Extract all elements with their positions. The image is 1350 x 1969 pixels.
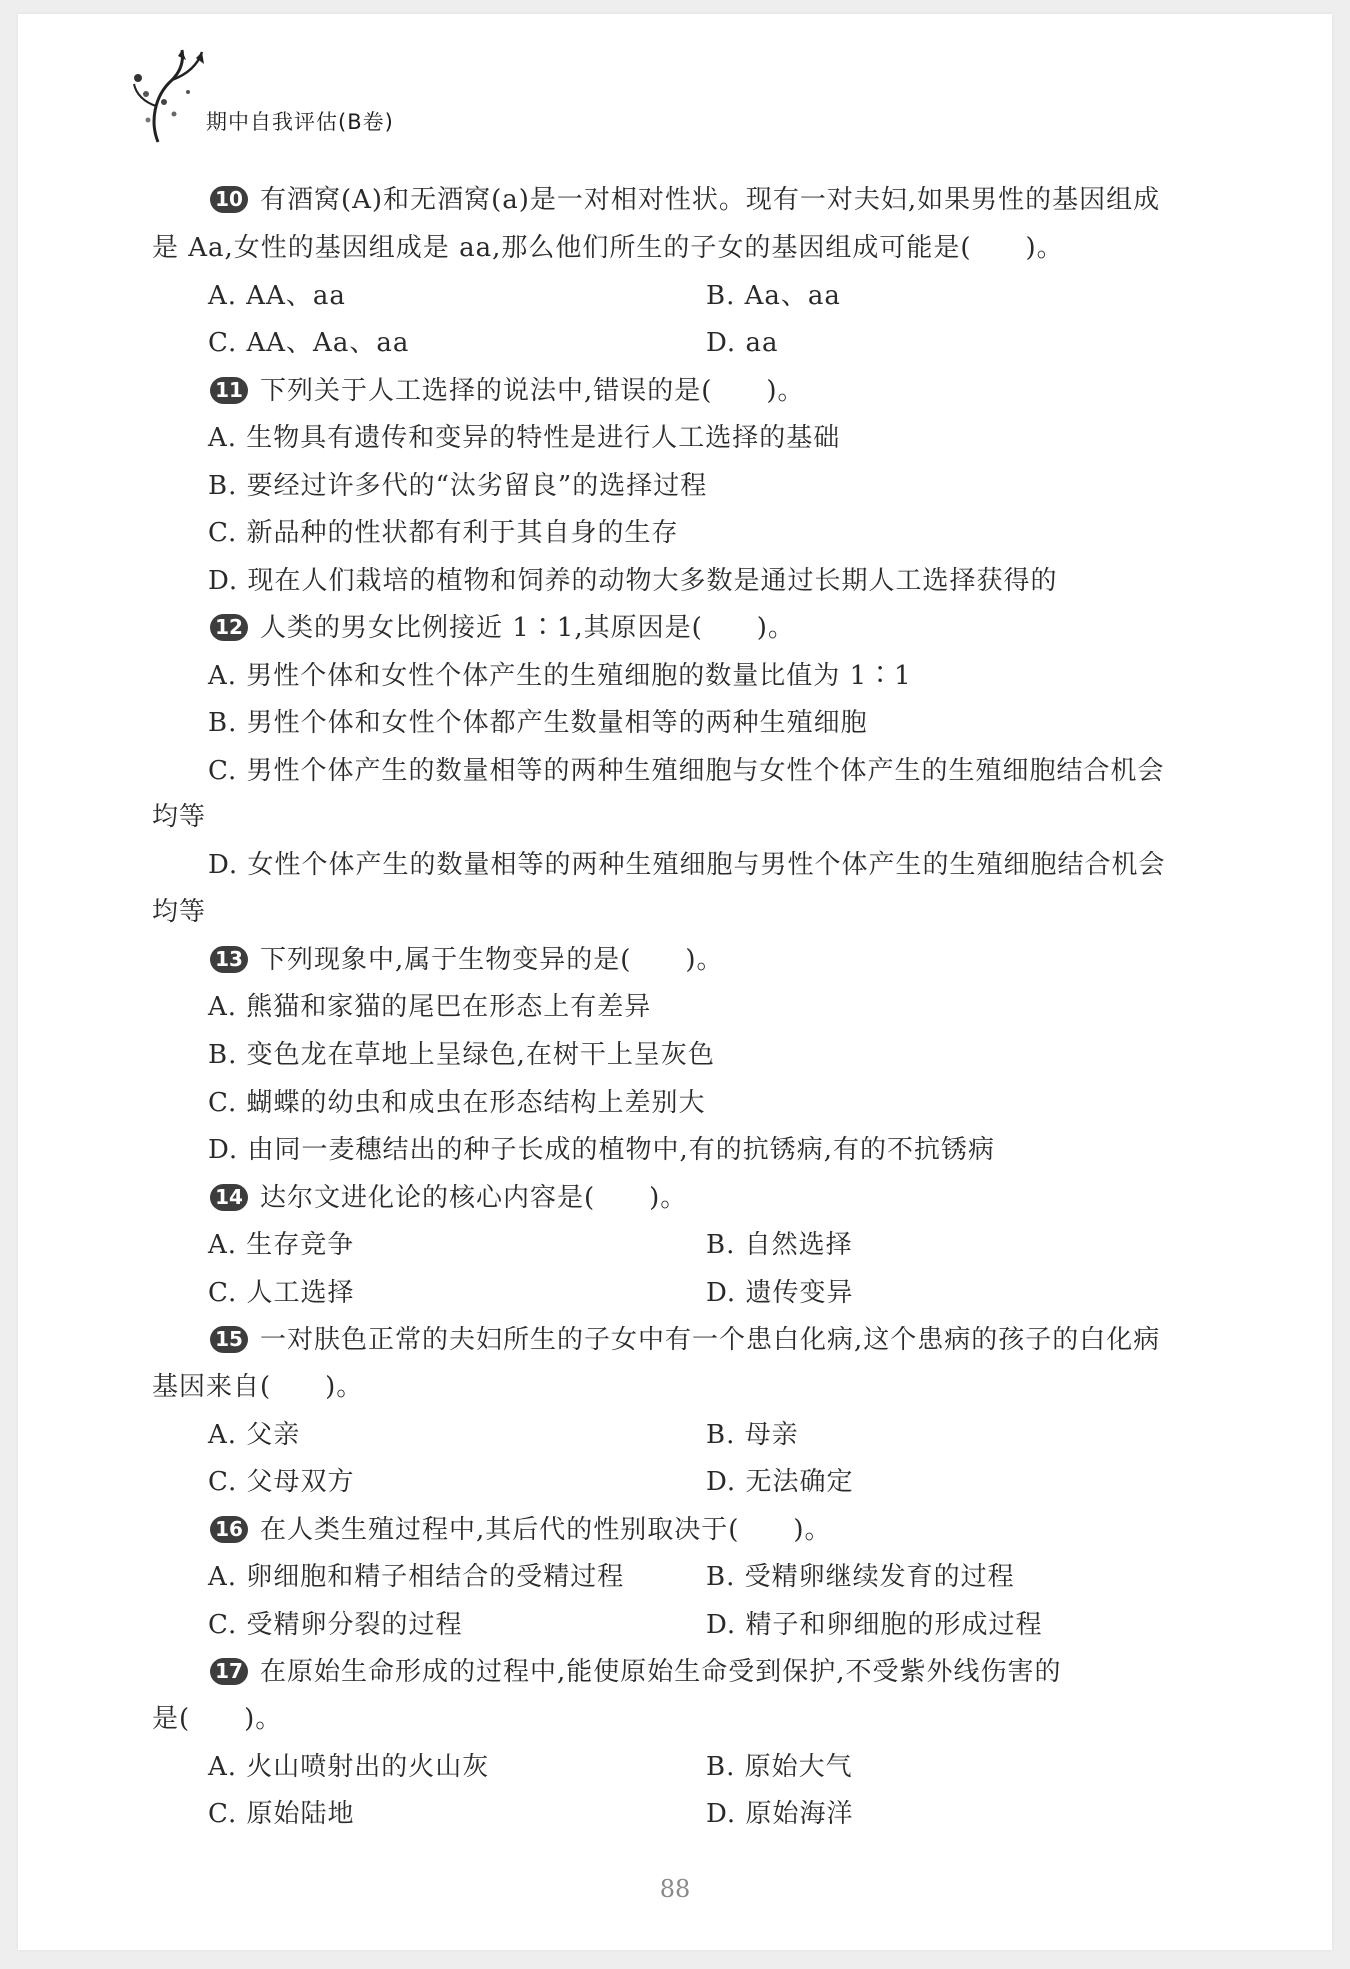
option-item: D. aa — [706, 328, 779, 358]
option-item: A. 熊猫和家猫的尾巴在形态上有差异 — [208, 992, 652, 1022]
option-item: D. 现在人们栽培的植物和饲养的动物大多数是通过长期人工选择获得的 — [208, 566, 1058, 596]
question-number-badge: 11 — [210, 377, 248, 404]
question-text: 达尔文进化论的核心内容是( )。 — [260, 1183, 688, 1213]
question-text: 人类的男女比例接近 1∶1,其原因是( )。 — [260, 613, 795, 643]
question-text-continued: 是( )。 — [152, 1704, 283, 1734]
option-item: B. Aa、aa — [706, 281, 841, 311]
option-item: C. AA、Aa、aa — [208, 328, 410, 358]
option-item: C. 新品种的性状都有利于其自身的生存 — [208, 518, 679, 548]
decorative-flourish-icon — [128, 44, 212, 148]
page-number: 88 — [659, 1875, 691, 1903]
question-text-continued: 基因来自( )。 — [152, 1372, 364, 1402]
question-text: 一对肤色正常的夫妇所生的子女中有一个患白化病,这个患病的孩子的白化病 — [260, 1325, 1161, 1355]
option-item: B. 母亲 — [706, 1420, 799, 1450]
option-item: C. 蝴蝶的幼虫和成虫在形态结构上差别大 — [208, 1088, 706, 1118]
option-item: A. AA、aa — [208, 281, 346, 311]
option-item: C. 父母双方 — [208, 1467, 355, 1497]
option-item: D. 精子和卵细胞的形成过程 — [706, 1610, 1043, 1640]
question-12-stem — [210, 611, 795, 645]
question-11-stem — [210, 374, 805, 408]
option-item: D. 女性个体产生的数量相等的两种生殖细胞与男性个体产生的生殖细胞结合机会 — [208, 850, 1166, 880]
option-item: A. 生物具有遗传和变异的特性是进行人工选择的基础 — [208, 423, 841, 453]
option-item: A. 火山喷射出的火山灰 — [208, 1752, 490, 1782]
question-number-badge: 12 — [210, 614, 248, 641]
option-item: D. 遗传变异 — [706, 1278, 854, 1308]
question-number-badge: 14 — [210, 1184, 248, 1211]
question-13-stem — [210, 943, 724, 977]
option-item: B. 原始大气 — [706, 1752, 853, 1782]
option-item-continued: 均等 — [152, 897, 207, 927]
question-number-badge: 13 — [210, 946, 248, 973]
option-item: B. 要经过许多代的“汰劣留良”的选择过程 — [208, 471, 708, 501]
option-item: C. 男性个体产生的数量相等的两种生殖细胞与女性个体产生的生殖细胞结合机会 — [208, 756, 1165, 786]
question-17-stem — [210, 1655, 1062, 1689]
option-item: B. 自然选择 — [706, 1230, 853, 1260]
question-text: 下列关于人工选择的说法中,错误的是( )。 — [260, 376, 805, 406]
question-number-badge: 15 — [210, 1326, 248, 1353]
option-item: A. 卵细胞和精子相结合的受精过程 — [208, 1562, 625, 1592]
option-item: A. 生存竞争 — [208, 1230, 355, 1260]
question-14-stem — [210, 1181, 687, 1215]
option-item: D. 由同一麦穗结出的种子长成的植物中,有的抗锈病,有的不抗锈病 — [208, 1135, 995, 1165]
question-text: 有酒窝(A)和无酒窝(a)是一对相对性状。现有一对夫妇,如果男性的基因组成 — [260, 185, 1161, 215]
option-item: D. 原始海洋 — [706, 1799, 854, 1829]
option-item: C. 原始陆地 — [208, 1799, 355, 1829]
question-text-continued: 是 Aa,女性的基因组成是 aa,那么他们所生的子女的基因组成可能是( )。 — [152, 233, 1064, 263]
question-text: 下列现象中,属于生物变异的是( )。 — [260, 945, 724, 975]
option-item-continued: 均等 — [152, 802, 207, 832]
option-item: B. 男性个体和女性个体都产生数量相等的两种生殖细胞 — [208, 708, 868, 738]
question-text: 在原始生命形成的过程中,能使原始生命受到保护,不受紫外线伤害的 — [260, 1657, 1062, 1687]
question-number-badge: 10 — [210, 186, 248, 213]
question-16-stem — [210, 1513, 832, 1547]
option-item: D. 无法确定 — [706, 1467, 854, 1497]
option-item: B. 受精卵继续发育的过程 — [706, 1562, 1015, 1592]
question-text: 在人类生殖过程中,其后代的性别取决于( )。 — [260, 1515, 832, 1545]
question-number-badge: 17 — [210, 1658, 248, 1685]
header-title: 期中自我评估(B卷) — [206, 110, 394, 134]
option-item: A. 父亲 — [208, 1420, 301, 1450]
option-item: C. 受精卵分裂的过程 — [208, 1610, 463, 1640]
option-item: C. 人工选择 — [208, 1278, 355, 1308]
option-item: B. 变色龙在草地上呈绿色,在树干上呈灰色 — [208, 1040, 715, 1070]
option-item: A. 男性个体和女性个体产生的生殖细胞的数量比值为 1∶1 — [208, 661, 912, 691]
question-10-stem — [210, 183, 1160, 217]
question-number-badge: 16 — [210, 1516, 248, 1543]
question-15-stem — [210, 1323, 1160, 1357]
